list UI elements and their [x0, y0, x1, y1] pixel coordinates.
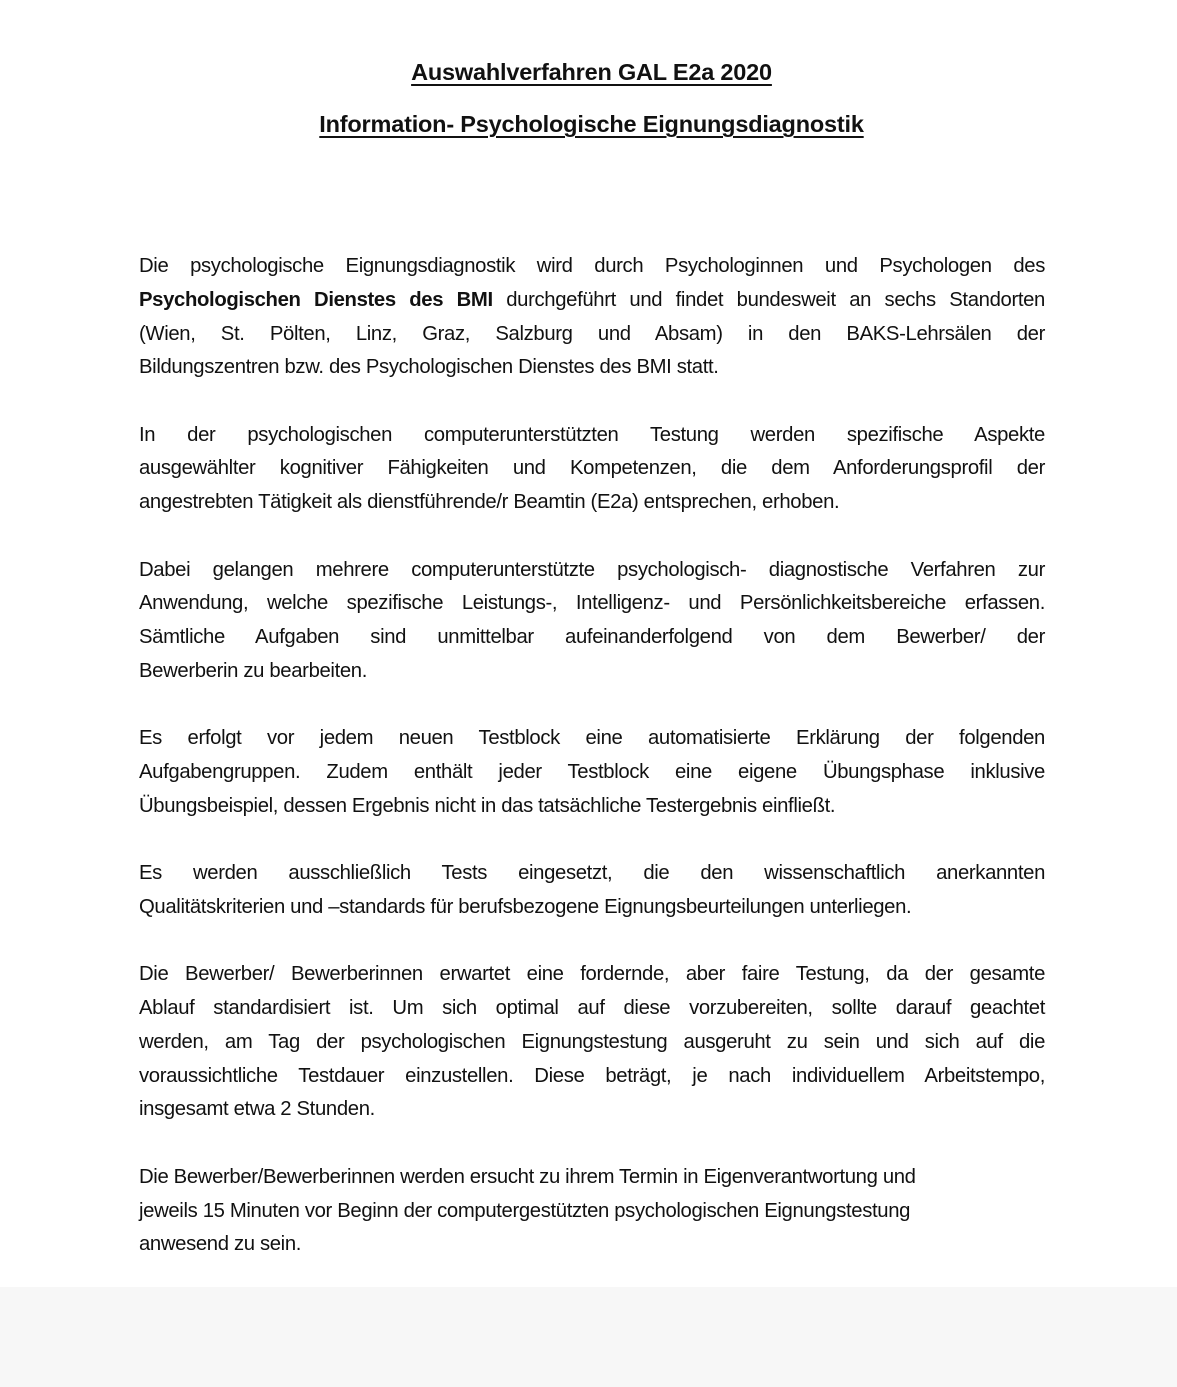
paragraph-line: Psychologischen Dienstes des BMI durchgeführt und findet bundesweit an sechs Standorten [139, 288, 1045, 311]
paragraph-line: ausgewählter kognitiver Fähigkeiten und Kompetenzen, die dem Anforderungsprofil der [139, 457, 1045, 480]
document-body [139, 250, 1045, 1296]
paragraph-line: Die Bewerber/Bewerberinnen werden ersucht zu ihrem Termin in Eigenverantwortung und [139, 1165, 916, 1188]
paragraph-line: anwesend zu sein. [139, 1233, 302, 1256]
document-title: Auswahlverfahren GAL E2a 2020 [411, 59, 772, 85]
paragraph-line: Qualitätskriterien und –standards für berufsbezogene Eignungsbeurteilungen unterliegen. [139, 895, 912, 918]
paragraph-line: (Wien, St. Pölten, Linz, Graz, Salzburg und Absam) in den BAKS-Lehrsälen der [139, 322, 1045, 345]
paragraph-line: Es erfolgt vor jedem neuen Testblock eine automatisierte Erklärung der folgenden [139, 727, 1045, 750]
paragraph-line: Ablauf standardisiert ist. Um sich optimal auf diese vorzubereiten, sollte darauf geachtet [139, 997, 1045, 1020]
paragraph-locations [139, 250, 1045, 385]
bold-text: Psychologischen Dienstes des BMI [139, 288, 493, 311]
paragraph-line: Es werden ausschließlich Tests eingesetzt, die den wissenschaftlich anerkannten [139, 862, 1045, 885]
document-subtitle: Information- Psychologische Eignungsdiagnostik [319, 111, 864, 137]
paragraph-line: werden, am Tag der psychologischen Eignungstestung ausgeruht zu sein und sich auf die [139, 1030, 1045, 1053]
paragraph-line: voraussichtliche Testdauer einzustellen. Diese beträgt, je nach individuellem Arbeitstempo, [139, 1064, 1045, 1087]
paragraph-line: Dabei gelangen mehrere computerunterstützte psychologisch- diagnostische Verfahren zur [139, 558, 1045, 581]
paragraph-line: Bildungszentren bzw. des Psychologischen Dienstes des BMI statt. [139, 356, 719, 379]
paragraph-line: insgesamt etwa 2 Stunden. [139, 1098, 375, 1121]
paragraph-procedures [139, 554, 1045, 689]
paragraph-line: Übungsbeispiel, dessen Ergebnis nicht in das tatsächliche Testergebnis einfließt. [139, 794, 836, 817]
paragraph-line: In der psychologischen computerunterstützten Testung werden spezifische Aspekte [139, 423, 1045, 446]
paragraph-line: Die psychologische Eignungsdiagnostik wird durch Psychologinnen und Psychologen des [139, 255, 1045, 277]
paragraph-standards [139, 857, 1045, 925]
paragraph-line: Die Bewerber/ Bewerberinnen erwartet eine fordernde, aber faire Testung, da der gesamte [139, 963, 1045, 986]
paragraph-line: angestrebten Tätigkeit als dienstführende/r Beamtin (E2a) entsprechen, erhoben. [139, 491, 840, 514]
paragraph-line: Sämtliche Aufgaben sind unmittelbar aufeinanderfolgend von dem Bewerber/ der [139, 626, 1045, 649]
paragraph-line: jeweils 15 Minuten vor Beginn der computergestützten psychologischen Eignungstestung [139, 1199, 911, 1222]
paragraph-line: Bewerberin zu bearbeiten. [139, 659, 368, 682]
paragraph-attendance [139, 1161, 1045, 1262]
paragraph-line: Anwendung, welche spezifische Leistungs-, Intelligenz- und Persönlichkeitsbereiche erfassen. [139, 592, 1045, 615]
paragraph-line: Aufgabengruppen. Zudem enthält jeder Testblock eine eigene Übungsphase inklusive [139, 761, 1045, 784]
paragraph-preparation [139, 958, 1045, 1127]
paragraph-testblocks [139, 722, 1045, 823]
paragraph-testing [139, 419, 1045, 520]
